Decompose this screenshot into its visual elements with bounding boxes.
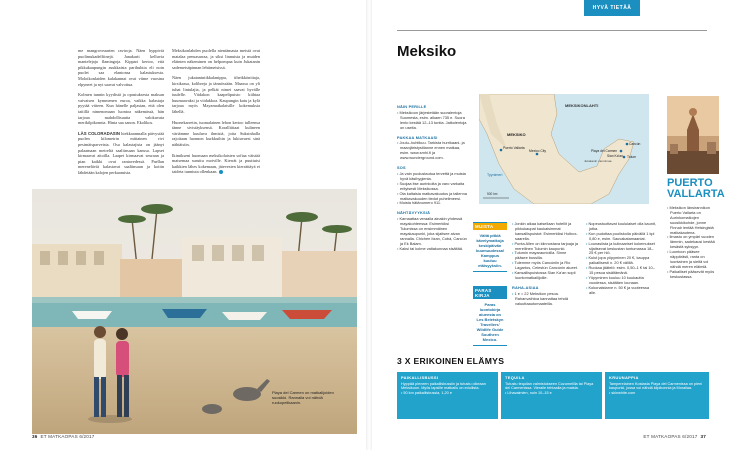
paragraph: Paellan mereneläviä kalastavat saaliinsaan ja kotiin lähdetään kalojen perkaamista. bbox=[78, 158, 164, 175]
fact-item: • Nopeustuottavat koululaiset olla kaunit, jotka. bbox=[586, 222, 656, 232]
facts-column-3 bbox=[586, 222, 656, 296]
lead-in: LÄS COLORADASIN bbox=[78, 130, 120, 136]
tip-box-remember bbox=[473, 222, 507, 272]
puerto-vallarta-heading: PUERTO VALLARTA bbox=[667, 177, 725, 200]
map-label-pacific: Tyynimeri bbox=[487, 173, 503, 177]
tip-text: Vältä pitkiä kävelymatkoja keskipäivän kuumuudessa! Kamppus kuuluu etäisyyksiin. bbox=[476, 233, 505, 268]
experience-box-tequila bbox=[501, 372, 602, 419]
experience-text: Tamperelainen Kostasta Playa del Carmenissa on pieni kaupunki, jossa voi nähdä kilpikonnia ja Moraliaa. bbox=[609, 381, 703, 391]
paragraph: Ikimikseni huomaan meksikolaisten sofiaa väistää maisemaa suruttu moiville. Kierrät ja puuttuisi kaikkien lähes kokemaan, jätevesien kierrättäyä ei taideta tunniuta ollenkaan. bbox=[172, 152, 260, 175]
fact-item: • Yöpyminen kuuluu 10 kuukautta vuodessa, sisältäen lounaan. bbox=[586, 276, 656, 286]
paragraph: me mangroveaarten raviroja. Näen hyppiviä puolimukadelfiinejä. Janakarit kelluvia mantelejaja flamingoja. Kippari kertoo, että pikkukaupungin asukkaista parihuhtia eli noin puolet saa elantonsa kalastuksesta. Moloikonlaiden kalakannat ovat viime vuosina elpyneet ja nyt saavat valvottua. bbox=[78, 48, 164, 87]
experience-item: • skinwhite.com bbox=[609, 391, 705, 396]
experience-box-bus bbox=[397, 372, 498, 419]
experience-item: • 50 km paikallisbussia, 1,20 e bbox=[401, 391, 494, 396]
spread-gutter bbox=[366, 0, 372, 450]
map-point-tulum bbox=[623, 156, 626, 159]
fact-item: • Tulemme myös Cancúniin ja Rio Lagartos, Celestún Cancúnin alueet. bbox=[512, 261, 580, 271]
end-mark-icon bbox=[219, 170, 223, 174]
fact-item: • Karnaattaa veraalla ainakin yhdessä mayakohteessa: Esimerkiksi Tulumissa on ensimmäinen mayakaupunki, joka sijaitsee aivan rannalla. Chichen Itzan, Cobá, Cancún ja Ek Balam. bbox=[397, 217, 467, 246]
fact-item: • Kulut jopa yöpyminen 20 €, kauppa paikallisesti n. 20 € välillä. bbox=[586, 256, 656, 266]
fact-item: • Ja vain puolustautua tervettä ja muista hyvä käsihygienia. bbox=[397, 172, 467, 182]
fact-item: • Luontoon pääsee näppärästi, ranta on luontainen ja sieltä voi nähdä meren eläimiä. bbox=[667, 250, 719, 270]
section-heading: RAHA-ASIAA bbox=[512, 284, 539, 290]
map-label-playa: Playa del Carmen bbox=[591, 149, 618, 153]
fact-item: • Joulu–huhtikuu. Tarkista hurrikaani- ja maanjäristystilanne ennen matkaa, esim. www.smhi.fi ja www.wunderground.com. bbox=[397, 141, 467, 161]
map-point-playa-del-carmen bbox=[620, 150, 623, 153]
map-label-country: MEKSIKO bbox=[507, 132, 526, 137]
fact-item: • Kansallispuistossa Sian Ka’an sopii luontomatkailijoille. bbox=[512, 271, 580, 281]
magazine-issue: ET MATKAOPAS 6/2017 bbox=[40, 434, 95, 439]
section-heading: PAKKAA MATKAASI bbox=[397, 134, 438, 140]
paragraph: Meksikonlahden puolella nientämasta meistä ovat matalaa pensasarraa, ja siksi linnuista ja muiden eläinten näkeminen on helpompaa kuin Jukatanin sademetsäpinnan lehtimetsissä. bbox=[172, 48, 260, 70]
fact-item: • Punta Allen on kiinnostava tarjoaja ja merellinen Tulumin kaupunki. bbox=[512, 242, 580, 252]
section-tab: HYVÄ TIETÄÄ bbox=[584, 0, 640, 16]
fact-item: • Jonkin aikaa katsellaan hotellit ja pikkukaupat kaukaisimmat kansallispuistot: Esimerkiksi Holbox-saarella. bbox=[512, 222, 580, 242]
fact-item: • 1 e = 22 Meksikon pesoa. Rahanvaihtoa kannattaa tehdä valuuttaautomaateilla. bbox=[512, 292, 580, 307]
map-point-puerto-vallarta bbox=[500, 149, 503, 152]
fact-item: • Ota kaltaisia matkavakuutus ja tallenna matkavakuuden tiedot puhelimeesi. bbox=[397, 192, 467, 202]
fact-item: • Meksikoon järjestetään suoralentoja Suomesta, esim. alkaen 735 e. Suora lento kestää 12–13 tuntia. Jatkolentoja on useita. bbox=[397, 111, 467, 131]
facts-column-1 bbox=[397, 100, 467, 252]
map-label-tulum: Tulum bbox=[627, 155, 637, 159]
map-point-mexico-city bbox=[536, 153, 539, 156]
magazine-issue: ET MATKAOPAS 6/2017 bbox=[643, 434, 698, 439]
fact-item: • Ilmasto on ympäri vuoden lämmin, sadekausi kestää kesästä syksyyn. bbox=[667, 235, 719, 250]
fact-item: • Suojaa itse aurinkolta ja varo varkaita erityisesti Meksikossa. bbox=[397, 182, 467, 192]
fact-item: • Kokonaistarve n. 50 € ja vuoteessa alle. bbox=[586, 286, 656, 296]
map-label-puerto-vallarta: Puerto Vallarta bbox=[503, 146, 525, 150]
experience-text: Hyppää pieneen paikallisbussiin ja tutustu oikeaan Meksikoon. Myös lapsille matkailu on edullista. bbox=[401, 381, 486, 391]
fact-item: • Meksikon länsirannikon Puerto Vallarta on Aurinkomatkojen suosikkikohde, jonne Finnair lentää Helsingistä matkakautena. bbox=[667, 206, 719, 235]
map-scale-label: 500 km bbox=[487, 192, 498, 196]
paragraph: Kolmen tunnin kyydistä ja opastuksesta maksan vaivaisen kymmenen euroa, vaikka kalastaja pyytää viiteen. Kun hänelle paljastan, että olen taiiillä nimenomaan luontoa näkemässä, hän tarjoaa mahdollisuutta valokuvata merikilpikonnia. Hinta saa sanon. Ekolikos. bbox=[78, 92, 164, 126]
map-label-yucatan: Jukatanin niemimaa bbox=[584, 159, 612, 163]
top-rule bbox=[397, 30, 707, 31]
section-heading: NÄIN PERILLE bbox=[397, 104, 427, 109]
map-label-sian-kaan: Sian Ka’an bbox=[607, 154, 623, 158]
section-heading: NÄHTÄVYYKSIÄ bbox=[397, 210, 431, 216]
fact-item: • Kun pudottaa puoliskolla päivällä 1 kpl 0,80 e, esim. Sauvakatamaaniat. bbox=[586, 232, 656, 242]
left-text-column-2 bbox=[172, 48, 260, 180]
experience-title: TEQUILA bbox=[505, 375, 525, 380]
right-folio bbox=[643, 434, 706, 439]
fact-item: • Lounaslista ja kulinaariset kokemukset sijaitsevat keskustan tuntumassa 18–25 € per hlö. bbox=[586, 242, 656, 257]
puerto-vallarta-text bbox=[667, 206, 719, 280]
fact-item: • Muista hätänumero 911. bbox=[397, 201, 467, 206]
left-text-column-1 bbox=[78, 48, 164, 180]
page-title: Meksiko bbox=[397, 43, 457, 60]
map-label-gulf: MEKSIKONLAHTI bbox=[565, 103, 599, 108]
map-label-cancun: Cancún bbox=[629, 142, 641, 146]
facts-column-2 bbox=[512, 222, 580, 307]
tip-box-book bbox=[473, 286, 507, 346]
experience-box-turtles bbox=[605, 372, 709, 419]
experience-text: Tutustu tequilan valmistukseen Cozumelilla tai Playa del Carmenissa. Vieraile tehtaalla ja maista. bbox=[505, 381, 594, 391]
paragraph: hiekkarannalla päivystää puolen kilometrin mittainen rivi pesimäisparveista. Osa kalastajista on jäänyt palaamaan meireltä saaliinsaan kanssa. Lapset kirmaavat aitoilla. Laapet kirmaavat seuraan ja pian kaikki ovat rantavedessä. bbox=[78, 130, 165, 164]
paragraph: Näen jukatanintikkalanippu, tiheikköniitaja, kirsikassa, kolibreja ja tännössään. Maassa on yli tuhat lintulajia, ja pelkät nimet saavat hyvälle tuulelle. Viidakon kaapelipuisto kiihtaa huumaavaksi ja viidakkoa. Kaupungin katu ja kylä tarjoaa myös Mayamatkalaisille kokemuksia lähellä. bbox=[172, 75, 260, 114]
right-page bbox=[369, 0, 738, 450]
page-number: 36 bbox=[32, 434, 38, 439]
page-number: 37 bbox=[700, 434, 706, 439]
mexico-map bbox=[479, 94, 649, 204]
fact-item: • Paikalliset pääsevät myös keskustassa. bbox=[667, 270, 719, 280]
section-heading: SOS bbox=[397, 165, 406, 171]
experience-item: • Lihavaimien, noin 10–15 e bbox=[505, 391, 598, 396]
fact-item: • Tulumin mayaraunioilla. Sinne pääsee bussilla. bbox=[512, 251, 580, 261]
experience-title: PAIKALLISBUSSI bbox=[401, 375, 439, 380]
experiences-heading: 3 X ERIKOINEN ELÄMYS bbox=[397, 356, 505, 366]
map-label-mexico-city: Mexico City bbox=[529, 149, 547, 153]
left-folio bbox=[32, 434, 95, 439]
fact-item: • Ruokaa jäätelö: esim. 0,50–1 € tai 10–15 pesoa sisältämänä. bbox=[586, 266, 656, 276]
fact-item: • Kaksi tai kolme valtakunnaa sisältää. bbox=[397, 247, 467, 252]
tip-label: MUISTA bbox=[473, 223, 507, 230]
photo-caption: Playa del Carmen on matkalijoiden suosikki. Rannalla voi nähdä ruokopelikaanin. bbox=[272, 390, 334, 405]
map-point-cancun bbox=[626, 143, 629, 146]
paragraph: Huonekarretin, tuomalainen lehon kertoo tulleensa tänne sivistäyksensä. Koralliittaat kulineen väriämme kuuluva ihmisiä, joita Suksinhalla rajoitaan luonnon kurkkuihin ja lukiuvaesi sinä nähtäisiin. bbox=[172, 119, 260, 147]
puerto-vallarta-photo bbox=[667, 96, 719, 174]
experience-title: KRUUNAPPIA bbox=[609, 375, 639, 380]
tip-text: Paras luontokirja alueesta on Les Beletskyn Travellers’ Wildlife Guide Southern Mexico. bbox=[476, 302, 504, 342]
tip-label: PARAS KIRJA bbox=[473, 287, 507, 299]
